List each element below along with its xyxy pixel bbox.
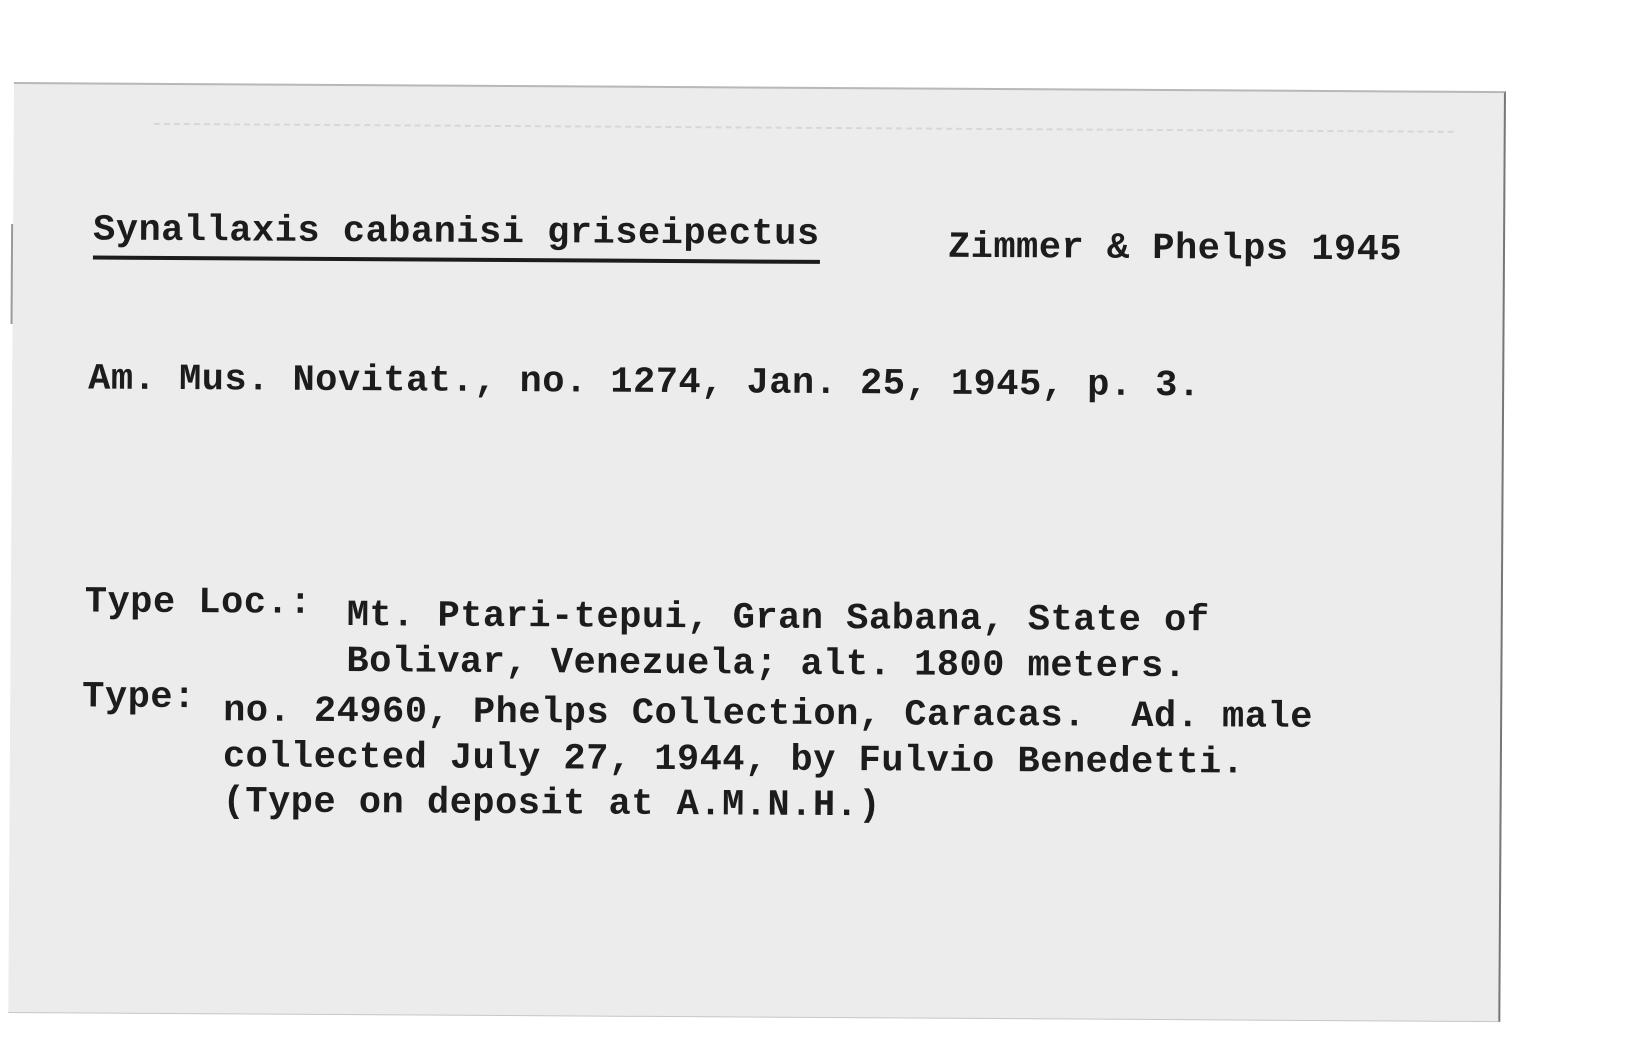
type-locality-line-1: Mt. Ptari-tepui, Gran Sabana, State of xyxy=(346,595,1210,643)
type-specimen-line-1: no. 24960, Phelps Collection, Caracas. Ad. male xyxy=(223,690,1314,739)
faint-ruled-line xyxy=(154,123,1454,133)
taxon-authority: Zimmer & Phelps 1945 xyxy=(947,226,1403,272)
type-locality-label: Type Loc.: xyxy=(84,581,312,625)
type-specimen-line-3: (Type on deposit at A.M.N.H.) xyxy=(222,781,882,828)
taxon-name: Synallaxis cabanisi griseipectus xyxy=(93,212,820,263)
publication-citation: Am. Mus. Novitat., no. 1274, Jan. 25, 1945, p. 3. xyxy=(88,358,1201,408)
type-locality-line-2: Bolivar, Venezuela; alt. 1800 meters. xyxy=(346,641,1187,689)
index-card xyxy=(8,82,1506,1022)
type-specimen-line-2: collected July 27, 1944, by Fulvio Benedetti. xyxy=(222,736,1245,785)
card-edge-mark xyxy=(11,224,14,324)
type-label: Type: xyxy=(82,676,196,720)
